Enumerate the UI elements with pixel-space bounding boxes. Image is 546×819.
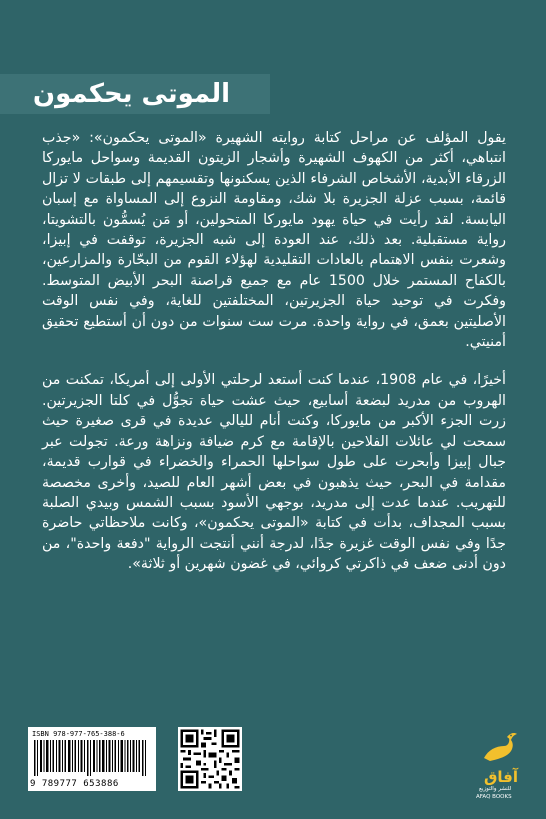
isbn-label: ISBN 978-977-765-388-6: [32, 730, 125, 738]
blurb-paragraph-1: يقول المؤلف عن مراحل كتابة روايته الشهيرة «الموتى يحكمون»: «جذب انتباهي، أكثر من الكهوف الشهيرة وأشجار الزيتون القديمة وسواحل مايوركا الزرقاء الأبدية، الأشخاص الشرفاء الذين يسكنونها وتقسيمهم إلى طبقات لا تزال قائمة، بسبب عزلة الجزيرة بلا شك، ومقاومة النزوع إلى المساواة مع إسبان اليابسة. لقد رأيت في حياة يهود مايوركا المتحولين، أو مَن يُسمُّون بالتشويتا، رواية مستقبلية. بعد ذلك، عند العودة إلى شبه الجزيرة، توقفت في إبيزا، وشعرت بنفس الاهتمام بالعادات التقليدية لهؤلاء القوم من البحّارة والمزارعين، بالكفاح المستمر خلال 1500 عام مع جميع قراصنة البحر الأبيض المتوسط. وفكرت في توحيد حياة الجزيرتين، المختلفتين للغاية، وفي نفس الوقت الأصليتين بعمق، في رواية واحدة. مرت ست سنوات من دون أن أستطيع تحقيق أمنيتي.: [42, 130, 506, 351]
blurb-paragraph-2: أخيرًا، في عام 1908، عندما كنت أستعد لرحلتي الأولى إلى أمريكا، تمكنت من الهروب من مدريد لبضعة أسابيع، حيث عشت حياة تجوُّل في كلتا الجزيرتين. زرت الجزء الأكبر من مايوركا، وكنت أنام لليالي عديدة في قرى صغيرة حيث سمحت لي عائلات الفلاحين بالإقامة مع كرم ضيافة ونزاهة ورعة. تجولت عبر جبال إبيزا وأبحرت على طول سواحلها الحمراء والخضراء في قوارب قديمة، مقدامة في البحر، حيث يذهبون في بعض أشهر العام للصيد، وأخرى مخصصة للتهريب. عندما عدت إلى مدريد، بوجهي الأسود بسبب الشمس وبيدي الصلبة بسبب المجداف، بدأت في كتابة «الموتى يحكمون»، وكانت ملاحظاتي حاضرة جدًا وفي نفس الوقت غزيرة جدًا، لدرجة أنني أنتجت الرواية "دفعة واحدة"، من دون أدنى ضعف في ذاكرتي كروائي، في غضون شهرين أو ثلاثة».: [42, 372, 506, 573]
qr-code-icon: [178, 727, 242, 791]
book-title: الموتى يحكمون: [32, 79, 230, 109]
publisher-subtitle-arabic: للنشر والتوزيع: [479, 786, 512, 792]
barcode-bars: [34, 740, 150, 776]
isbn-barcode: [28, 727, 156, 791]
barcode-digits: 9 789777 653886: [30, 779, 119, 789]
publisher-name-english: AFAQ BOOKS: [476, 794, 512, 800]
publisher-name-arabic: آفاق: [484, 768, 519, 786]
blurb-text: [42, 128, 506, 575]
qr-code: [178, 727, 242, 791]
